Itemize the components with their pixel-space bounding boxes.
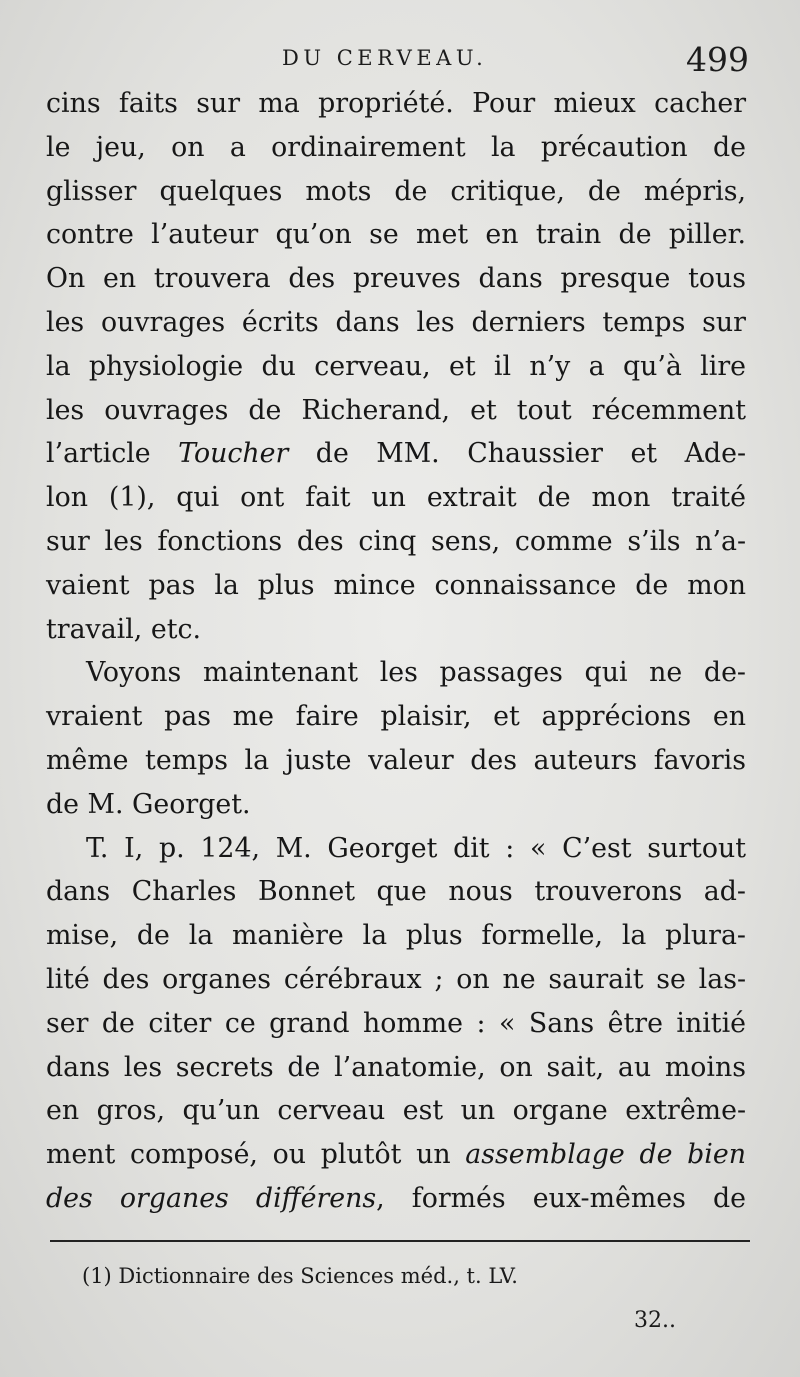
text-line: ser de citer ce grand homme : « Sans être initié (46, 1007, 746, 1039)
running-title: DU CERVEAU. (282, 46, 488, 70)
text-line (46, 1133, 746, 1177)
text-line: les ouvrages de Richerand, et tout récemment (46, 394, 746, 426)
text-line (46, 432, 746, 476)
italic-term: Toucher (178, 438, 289, 470)
paragraph-start-line: Voyons maintenant les passages qui ne de- (86, 657, 746, 689)
text-line: vraient pas me faire plaisir, et apprécions en (46, 701, 746, 733)
text-line: vaient pas la plus mince connaissance de mon (46, 569, 746, 601)
text-line: dans les secrets de l’anatomie, on sait, au moins (46, 1051, 746, 1083)
page-number: 499 (686, 40, 749, 79)
text-line: lité des organes cérébraux ; on ne saurait se las- (46, 963, 746, 995)
footnote-rule (50, 1240, 750, 1242)
text-line: cins faits sur ma propriété. Pour mieux cacher (46, 88, 746, 119)
text-line: dans Charles Bonnet que nous trouverons ad- (46, 876, 746, 908)
body-text (46, 82, 746, 1221)
text-line: lon (1), qui ont fait un extrait de mon traité (46, 482, 746, 514)
paragraph-start-line: T. I, p. 124, M. Georget dit : « C’est surtout (86, 832, 746, 864)
text-line: de M. Georget. (46, 788, 251, 820)
text-line: le jeu, on a ordinairement la précaution de (46, 131, 746, 163)
text-segment: de MM. Chaussier et Ade- (288, 438, 746, 470)
italic-term: assemblage de bien (465, 1139, 746, 1171)
footnote: (1) Dictionnaire des Sciences méd., t. LV. (82, 1264, 518, 1288)
text-line: même temps la juste valeur des auteurs favoris (46, 744, 746, 776)
text-line: travail, etc. (46, 613, 201, 645)
running-head (0, 38, 800, 78)
text-line: On en trouvera des preuves dans presque tous (46, 263, 746, 295)
signature-mark: 32.. (634, 1308, 676, 1333)
text-line: les ouvrages écrits dans les derniers temps sur (46, 306, 746, 338)
text-segment: , formés eux-mêmes de (376, 1182, 746, 1214)
text-line (46, 1177, 746, 1221)
text-line: sur les fonctions des cinq sens, comme s’ils n’a- (46, 525, 746, 557)
text-segment: ment composé, ou plutôt un (46, 1139, 466, 1171)
text-line: mise, de la manière la plus formelle, la plura- (46, 920, 746, 952)
text-line: glisser quelques mots de critique, de mépris, (46, 175, 746, 207)
italic-term: des organes différens (46, 1182, 377, 1214)
text-line: en gros, qu’un cerveau est un organe extrême- (46, 1095, 746, 1127)
text-line: contre l’auteur qu’on se met en train de piller. (46, 219, 746, 251)
text-segment: l’article (46, 438, 179, 470)
text-line: la physiologie du cerveau, et il n’y a qu’à lire (46, 350, 746, 382)
